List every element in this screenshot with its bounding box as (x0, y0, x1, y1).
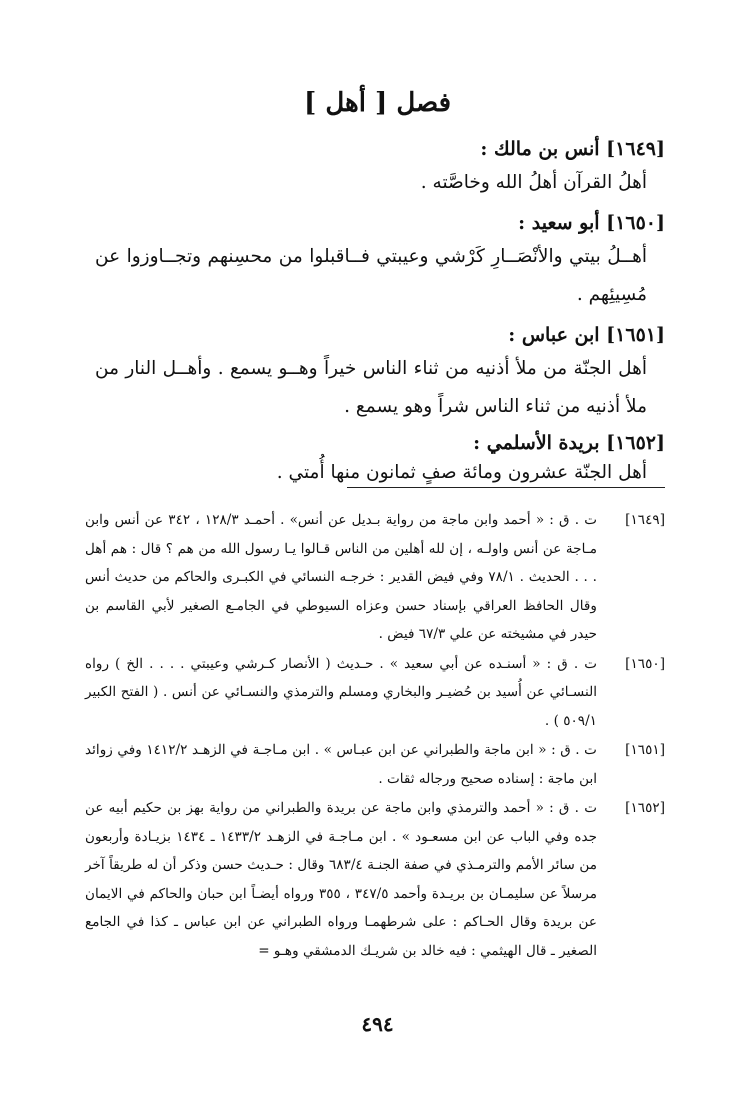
entry-text: أهلُ القرآن أهلُ الله وخاصَّته . (420, 172, 647, 193)
section-title: فصل [ أهل ] (303, 88, 452, 118)
footnote-number: [١٦٥١] (625, 742, 665, 758)
entry-narrator: أبو سعيد : (518, 212, 600, 234)
footnote-number: [١٦٥٠] (625, 655, 665, 672)
hadith-entry (95, 324, 665, 426)
entry-heading (95, 324, 665, 346)
entry-text: أهــلُ بيتي والأنْصَــارِ كَرْشي وعيبتي فــاقبلوا من محسِنهم وتجــاوزوا عن مُسِيئِهم . (95, 246, 647, 305)
entry-narrator: بريدة الأسلمي : (473, 432, 600, 454)
footnote-text: ت . ق : « أحمد والترمذي وابن ماجة عن بريدة والطبراني من رواية بهز بن حكيم أبيه عن جده وفي الباب عن ابن مسعـود » . ابن مـاجـة في الزهـد ١٤٣٣/٢ ـ ١٤٣٤ بزيـادة وأربعون من سائر الأمم والترمـذي في صفة الجنـة ٦٨٣/٤ وقال : حـديث حسن وذكر أن له طريقاً آخر مرسلاً عن سليمـان بن بريـدة وأحمد ٣٤٧/٥ ، ٣٥٥ ورواه أيضـاً ابن حبان والحاكم في الايمان عن بريدة وقال الحـاكم : على شرطهمـا ورواه الطبراني عن ابن عباس ـ كذا في الجامع الصغير ـ قال الهيثمي : فيه خالد بن شريـك الدمشقي وهـو = (85, 800, 597, 959)
footnote-text: ت . ق : « ابن ماجة والطبراني عن ابن عبـاس » . ابن مـاجـة في الزهـد ١٤١٢/٢ وفي زوائد ابن ماجة : إسناده صحيح ورجاله ثقات . (85, 742, 597, 787)
footnote-number: [١٦٤٩] (625, 512, 665, 528)
footnote (85, 794, 665, 965)
footnote-text: ت . ق : « أسنـده عن أبي سعيد » . حـديث ( الأنصار كـرشي وعيبتي . . . . الخ ) رواه النسـائي عن أُسيد بن حُضيـر والبخاري ومسلم والترمذي والنسـائي عن أنس . ( الفتح الكبير ٥٠٩/١ ) . (85, 655, 597, 729)
footnote (85, 650, 665, 736)
entry-text: أهل الجنّة من ملأ أذنيه من ثناء الناس خيراً وهــو يسمع . وأهــل النار من ملأ أذنيه من ثناء الناس شراً وهو يسمع . (95, 358, 647, 417)
hadith-entry (95, 138, 665, 202)
footnote-number: [١٦٥٢] (625, 800, 665, 816)
footnote (85, 506, 665, 649)
footnote-divider (347, 487, 665, 488)
hadith-entry (95, 432, 665, 492)
hadith-entry (95, 212, 665, 314)
entry-number: [١٦٤٩] (606, 138, 665, 160)
footnote (85, 736, 665, 793)
entry-text: أهل الجنّة عشرون ومائة صفٍ ثمانون منها أُمتي . (276, 462, 647, 483)
entry-number: [١٦٥٠] (606, 212, 665, 234)
footnote-text: ت . ق : « أحمد وابن ماجة من رواية بـديل عن أنس» . أحمـد ١٢٨/٣ ، ٣٤٢ عن أنس وابن مـاجة عن أنس واولـه ، إن لله أهلين من الناس قـالوا يـا رسول الله من هم ؟ قال : هم أهل . . . الحديث . ٧٨/١ وفي فيض القدير : خرجـه النسائي في الكبـرى والحاكم من حديث أنس وقال الحافظ العراقي بإسناد حسن وعزاه السيوطي في الجامـع الصغير لأبي القاسم بن حيدر في مشيخته عن علي ٦٧/٣ فيض . (85, 512, 598, 642)
entry-heading (95, 432, 665, 454)
entry-number: [١٦٥١] (606, 324, 665, 346)
entry-heading (95, 138, 665, 160)
page-number: ٤٩٤ (361, 1012, 394, 1036)
entry-narrator: ابن عباس : (508, 324, 600, 346)
entry-number: [١٦٥٢] (606, 432, 665, 454)
entry-narrator: أنس بن مالك : (480, 138, 600, 160)
entry-heading (95, 212, 665, 234)
footnotes (85, 506, 665, 966)
